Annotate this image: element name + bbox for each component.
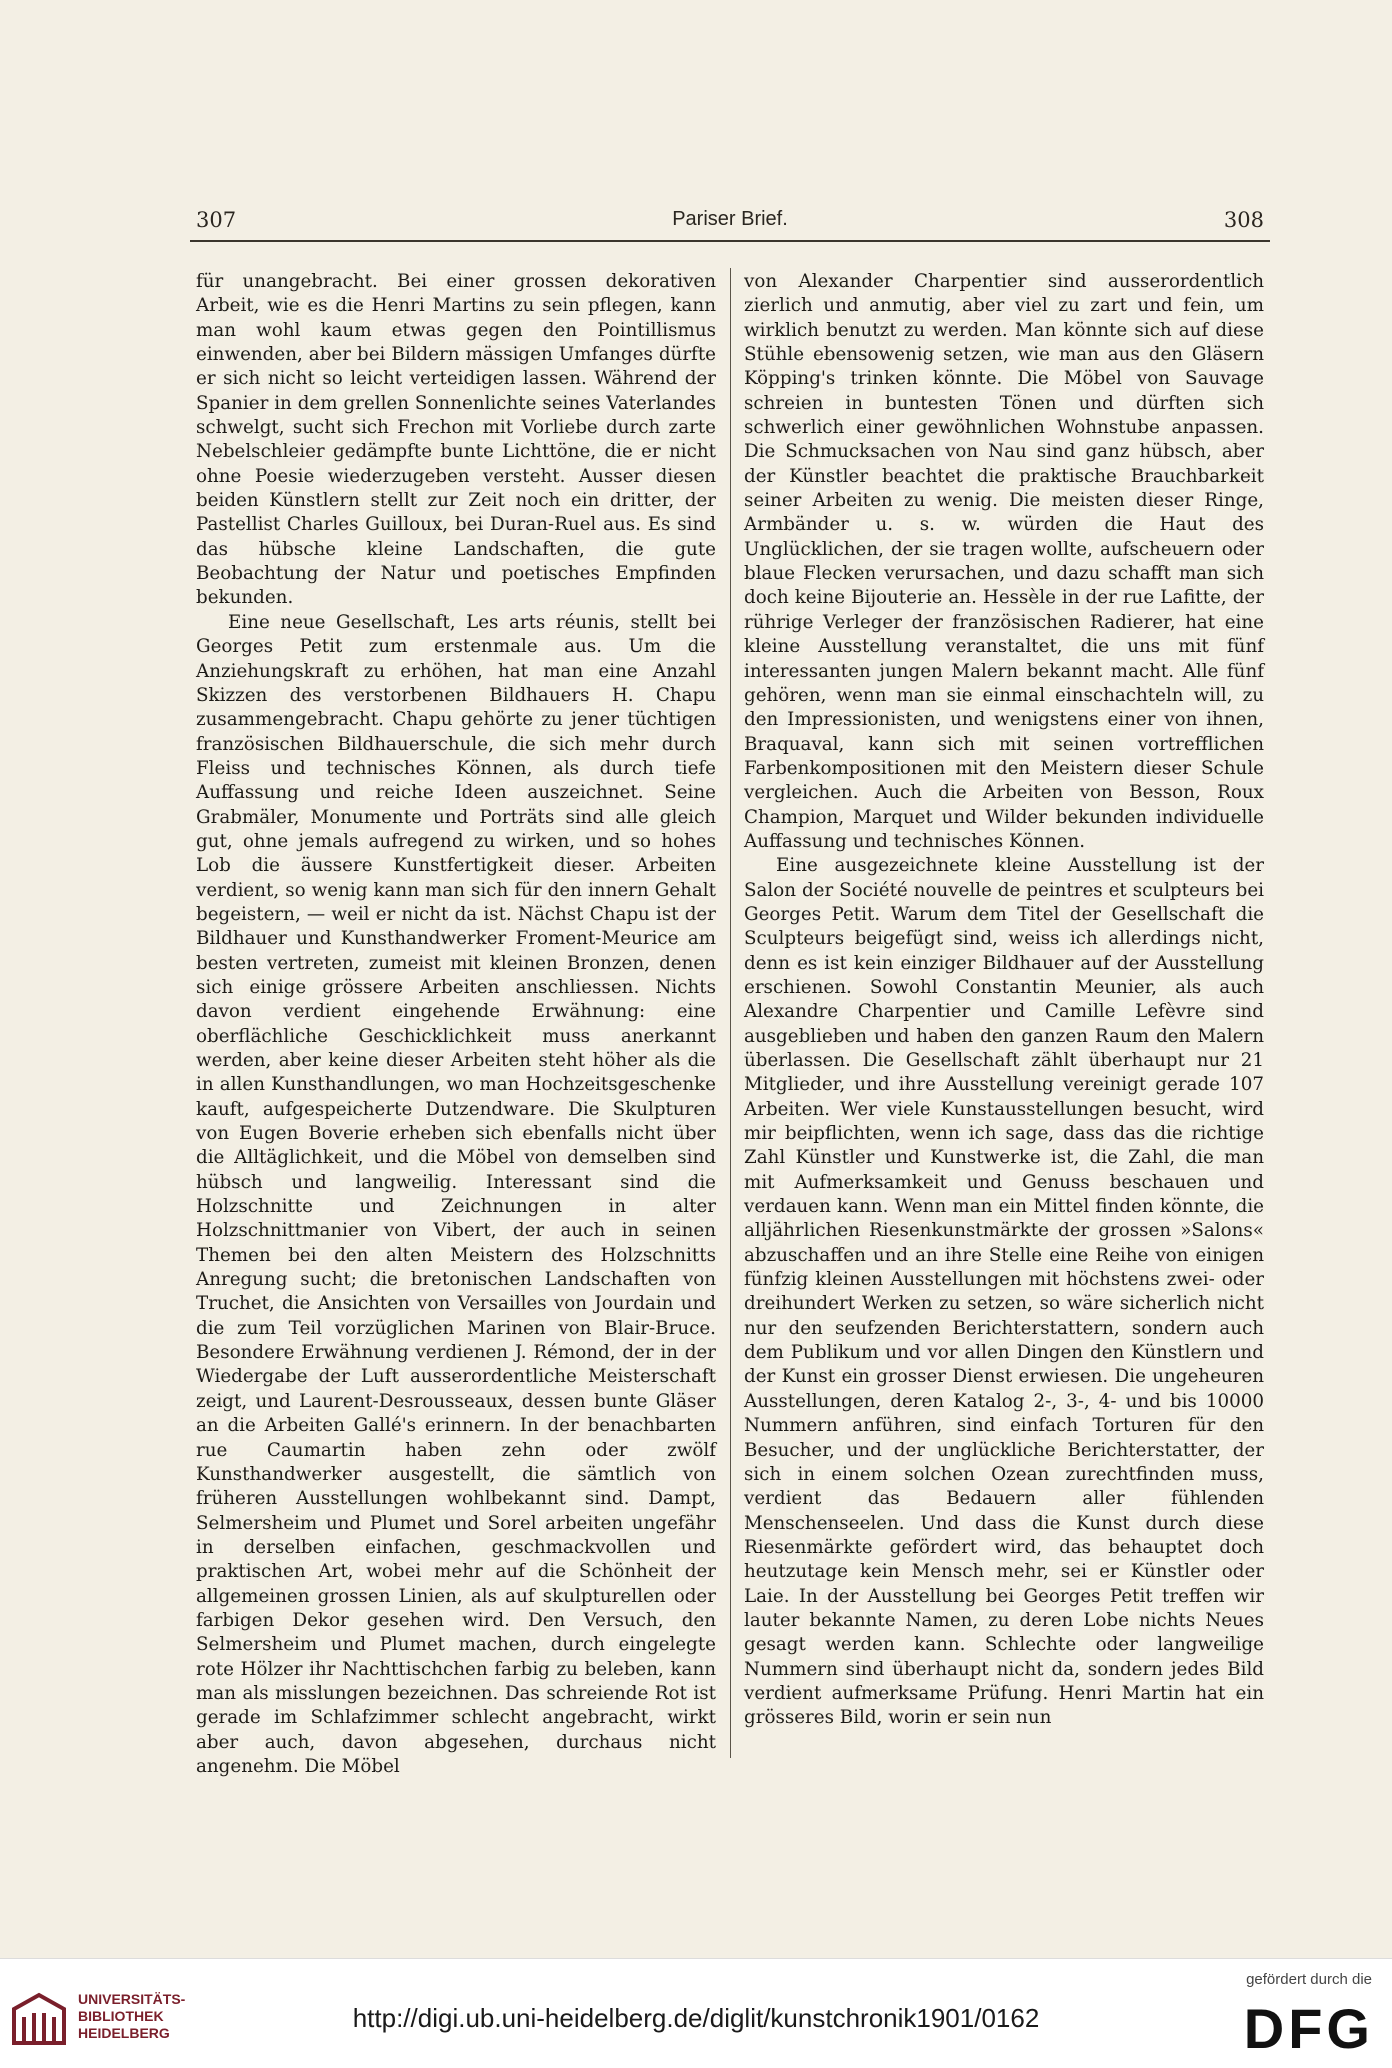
dfg-logo: DFG [1243,1997,1374,2060]
page-number-right: 308 [1223,208,1264,232]
right-column [744,270,1264,1731]
paragraph: von Alexander Charpentier sind ausserordentlich zierlich und anmutig, aber viel zu zart und fein, um wirklich benutzt zu werden. Man könnte sich auf diese Stühle ebensowenig setzen, wie man aus den Gläsern Köpping's trinken könnte. Die Möbel von Sauvage schreien in buntesten Tönen und dürften sich schwerlich einer gewöhnlichen Wohnstube anpassen. Die Schmucksachen von Nau sind ganz hübsch, aber der Künstler beachtet die praktische Brauchbarkeit seiner Arbeiten zu wenig. Die meisten dieser Ringe, Armbänder u. s. w. würden die Haut des Unglücklichen, der sie tragen wollte, aufscheuern oder blaue Flecken verursachen, und dazu schafft man sich doch keine Bijouterie an. Hessèle in der rue Lafitte, der rührige Verleger der französischen Radierer, hat eine kleine Ausstellung veranstaltet, die uns mit fünf interessanten jungen Malern bekannt macht. Alle fünf gehören, wenn man sie einmal einschachteln will, zu den Impressionisten, und wenigstens einer von ihnen, Braquaval, kann sich mit seinen vortrefflichen Farbenkompositionen mit den Meistern dieser Schule vergleichen. Auch die Arbeiten von Besson, Roux Champion, Marquet und Wilder bekunden individuelle Auffassung und technisches Können. [744,271,1264,852]
page-number-left: 307 [196,208,237,232]
left-column [196,270,716,1779]
paragraph: Eine ausgezeichnete kleine Ausstellung ist der Salon der Société nouvelle de peintres et sculpteurs bei Georges Petit. Warum dem Titel der Gesellschaft die Sculpteurs beigefügt sind, weiss ich allerdings nicht, denn es ist kein einziger Bildhauer auf der Ausstellung erschienen. Sowohl Constantin Meunier, als auch Alexandre Charpentier und Camille Lefèvre sind ausgeblieben und haben den ganzen Raum den Malern überlassen. Die Gesellschaft zählt überhaupt nur 21 Mitglieder, und ihre Ausstellung vereinigt gerade 107 Arbeiten. Wer viele Kunstausstellungen besucht, wird mir beipflichten, wenn ich sage, dass das die richtige Zahl Künstler und Kunstwerke ist, die Zahl, die man mit Aufmerksamkeit und Genuss beschauen und verdauen kann. Wenn man ein Mittel finden könnte, die alljährlichen Riesenkunstmärkte der grossen »Salons« abzuschaffen und an ihre Stelle eine Reihe von einigen fünfzig kleinen Ausstellungen mit höchstens zwei- oder dreihundert Werken zu setzen, so wäre sicherlich nicht nur den seufzenden Berichterstattern, sondern auch dem Publikum und vor allen Dingen den Künstlern und der Kunst ein grosser Dienst erwiesen. Die ungeheuren Ausstellungen, deren Katalog 2-, 3-, 4- und bis 10000 Nummern anführen, sind einfach Torturen für den Besucher, und der unglückliche Berichterstatter, der sich in einem solchen Ozean zurechtfinden muss, verdient das Bedauern aller fühlenden Menschenseelen. Und dass die Kunst durch diese Riesenmärkte gefördert wird, das behauptet doch heutzutage kein Mensch mehr, sei er Künstler oder Laie. In der Ausstellung bei Georges Petit treffen wir lauter bekannte Namen, zu deren Lobe nichts Neues gesagt werden kann. Schlechte oder langweilige Nummern sind überhaupt nicht da, sondern jedes Bild verdient aufmerksame Prüfung. Henri Martin hat ein grösseres Bild, worin er sein nun [744,855,1264,1729]
funding-note: gefördert durch die [1246,1971,1372,1988]
digitization-footer [0,1958,1392,2068]
paragraph: für unangebracht. Bei einer grossen dekorativen Arbeit, wie es die Henri Martins zu sein pflegen, kann man wohl kaum etwas gegen den Pointillismus einwenden, aber bei Bildern mässigen Umfanges dürfte er sich nicht so leicht verteidigen lassen. Während der Spanier in dem grellen Sonnenlichte seines Vaterlandes schwelgt, sucht sich Frechon mit Vorliebe durch zarte Nebelschleier gedämpfte bunte Lichttöne, die er nicht ohne Poesie wiederzugeben versteht. Ausser diesen beiden Künstlern stellt zur Zeit noch ein dritter, der Pastellist Charles Guilloux, bei Duran-Ruel aus. Es sind das hübsche kleine Landschaften, die gute Beobachtung der Natur und poetisches Empfinden bekunden. [196,271,716,609]
column-divider [730,268,731,1758]
header-rule [190,240,1270,242]
institution-name: UNIVERSITÄTS- BIBLIOTHEK HEIDELBERG [78,1991,186,2041]
permalink-url[interactable]: http://digi.ub.uni-heidelberg.de/diglit/kunstchronik1901/0162 [352,2003,1040,2033]
paragraph: Eine neue Gesellschaft, Les arts réunis, stellt bei Georges Petit zum erstenmale aus. Um die Anziehungskraft zu erhöhen, hat man eine Anzahl Skizzen des verstorbenen Bildhauers H. Chapu zusammengebracht. Chapu gehörte zu jener tüchtigen französischen Bildhauerschule, die sich mehr durch Fleiss und technisches Können, als durch tiefe Auffassung und reiche Ideen auszeichnet. Seine Grabmäler, Monumente und Porträts sind alle gleich gut, ohne jemals aufregend zu wirken, und so hohes Lob die äussere Kunstfertigkeit dieser. Arbeiten verdient, so wenig kann man sich für den innern Gehalt begeistern, — weil er nicht da ist. Nächst Chapu ist der Bildhauer und Kunsthandwerker Froment-Meurice am besten vertreten, zumeist mit kleinen Bronzen, denen sich einige grössere Arbeiten anschliessen. Nichts davon verdient eingehende Erwähnung: eine oberflächliche Geschicklichkeit muss anerkannt werden, aber keine dieser Arbeiten steht höher als die in allen Kunsthandlungen, wo man Hochzeitsgeschenke kauft, aufgespeicherte Dutzendware. Die Skulpturen von Eugen Boverie erheben sich ebenfalls nicht über die Alltäglichkeit, und die Möbel von demselben sind hübsch und langweilig. Interessant sind die Holzschnitte und Zeichnungen in alter Holzschnittmanier von Vibert, der auch in seinen Themen bei den alten Meistern des Holzschnitts Anregung sucht; die bretonischen Landschaften von Truchet, die Ansichten von Versailles von Jourdain und die zum Teil vorzüglichen Marinen von Blair-Bruce. Besondere Erwähnung verdienen J. Rémond, der in der Wiedergabe der Luft ausserordentliche Meisterschaft zeigt, und Laurent-Desrousseaux, dessen bunte Gläser an die Arbeiten Gallé's erinnern. In der benachbarten rue Caumartin haben zehn oder zwölf Kunsthandwerker ausgestellt, die sämtlich von früheren Ausstellungen wohlbekannt sind. Dampt, Selmersheim und Plumet und Sorel arbeiten ungefähr in derselben einfachen, geschmackvollen und praktischen Art, wobei mehr auf die Schönheit der allgemeinen grossen Linien, als auf skulpturellen oder farbigen Dekor gesehen wird. Den Versuch, den Selmersheim und Plumet machen, durch eingelegte rote Hölzer ihr Nachttischchen farbig zu beleben, kann man als misslungen bezeichnen. Das schreiende Rot ist gerade im Schlafzimmer schlecht angebracht, wirkt aber auch, davon abgesehen, durchaus nicht angenehm. Die Möbel [196,611,716,1777]
running-title: Pariser Brief. [672,208,788,230]
